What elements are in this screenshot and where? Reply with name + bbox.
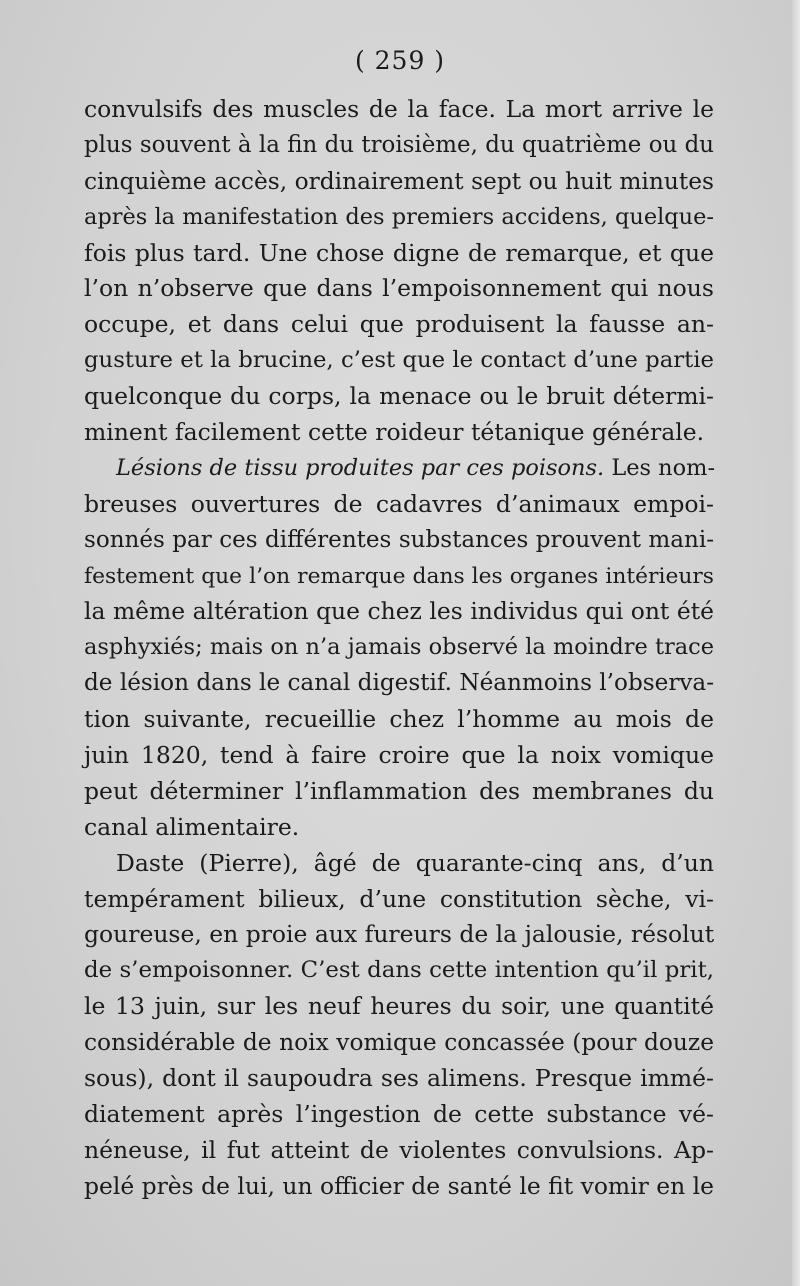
page-edge (792, 0, 800, 1286)
text-line: sous), dont il saupoudra ses alimens. Presque immé- (84, 1064, 714, 1093)
text-line: diatement après l’ingestion de cette substance vé- (84, 1099, 714, 1128)
text-line: canal alimentaire. (84, 812, 300, 841)
text-line: festement que l’on remarque dans les organes intérieurs (84, 563, 714, 589)
text-line: sonnés par ces différentes substances prouvent mani- (84, 526, 714, 553)
text-line: juin 1820, tend à faire croire que la noix vomique (84, 741, 714, 770)
page-number: ( 259 ) (354, 46, 446, 75)
text-line: tion suivante, recueillie chez l’homme au mois de (84, 705, 714, 734)
text-line: pelé près de lui, un officier de santé le fit vomir en le (84, 1171, 714, 1200)
text-line: Daste (Pierre), âgé de quarante-cinq ans, d’un (116, 848, 714, 877)
text-line: goureuse, en proie aux fureurs de la jalousie, résolut (84, 920, 715, 949)
text-fragment: Les nom- (604, 454, 716, 481)
section-heading-line (84, 451, 714, 487)
text-line: néneuse, il fut atteint de violentes convulsions. Ap- (84, 1135, 714, 1164)
text-line: breuses ouvertures de cadavres d’animaux empoi- (84, 489, 714, 518)
text-line: fois plus tard. Une chose digne de remarque, et que (84, 238, 714, 267)
text-line: occupe, et dans celui que produisent la fausse an- (84, 310, 714, 339)
text-line: cinquième accès, ordinairement sept ou huit minutes (84, 167, 714, 195)
text-line: tempérament bilieux, d’une constitution sèche, vi- (84, 884, 714, 913)
body-text (84, 92, 714, 1205)
text-line: quelconque du corps, la menace ou le bruit détermi- (84, 382, 714, 411)
text-line: peut déterminer l’inflammation des membranes du (84, 776, 714, 805)
text-line: l’on n’observe que dans l’empoisonnement qui nous (84, 274, 714, 303)
text-line: le 13 juin, sur les neuf heures du soir, une quantité (84, 992, 714, 1021)
text-line: après la manifestation des premiers accidens, quelque- (84, 203, 714, 230)
text-line: minent facilement cette roideur tétanique générale. (84, 418, 705, 447)
text-line: gusture et la brucine, c’est que le contact d’une partie (84, 347, 714, 374)
text-line: asphyxiés; mais on n’a jamais observé la moindre trace (84, 634, 714, 661)
text-line: de s’empoisonner. C’est dans cette intention qu’il prit, (84, 957, 714, 984)
text-line: de lésion dans le canal digestif. Néanmoins l’observa- (84, 670, 715, 697)
text-line: la même altération que chez les individus qui ont été (84, 597, 714, 626)
section-heading: Lésions de tissu produites par ces poisons. (116, 454, 605, 481)
text-line: considérable de noix vomique concassée (pour douze (84, 1029, 714, 1057)
text-line: plus souvent à la fin du troisième, du quatrième ou du (84, 131, 714, 158)
text-line: convulsifs des muscles de la face. La mort arrive le (84, 95, 714, 123)
